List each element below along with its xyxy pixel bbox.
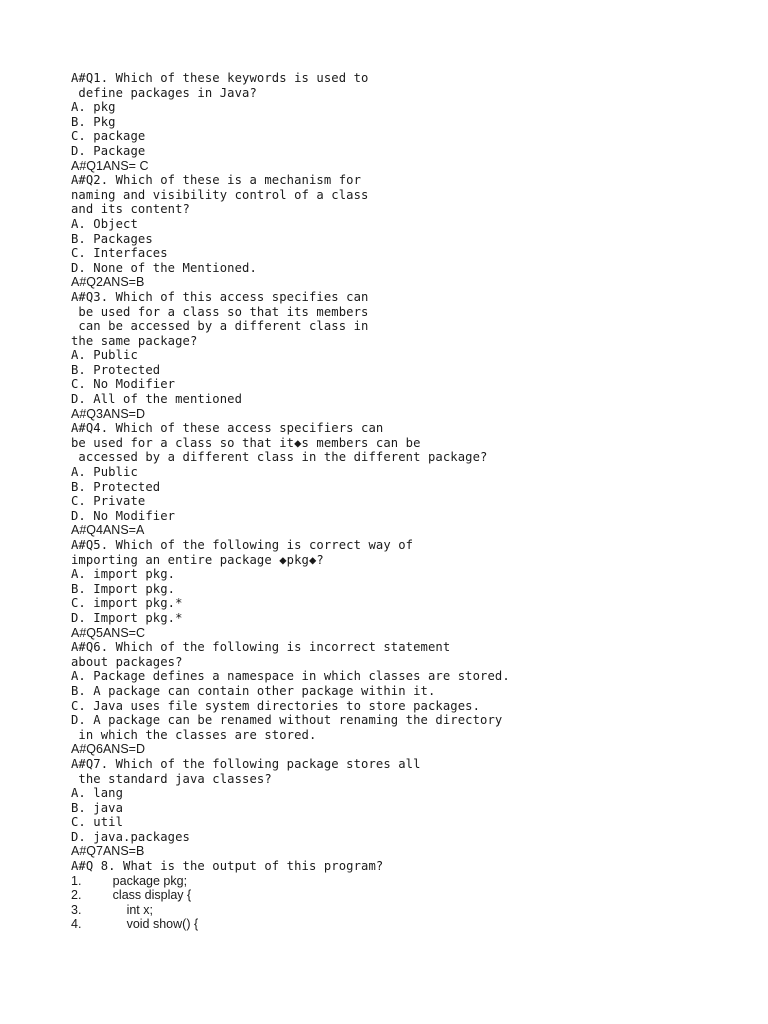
answer-line: A#Q1ANS= C xyxy=(71,158,149,173)
text-line: A#Q 8. What is the output of this program? xyxy=(71,859,384,874)
text-line: D. All of the mentioned xyxy=(71,392,243,407)
text-line: A. Package defines a namespace in which classes are stored. xyxy=(71,669,510,684)
text-line: and its content? xyxy=(71,202,190,217)
text-line: A#Q6. Which of the following is incorrect statement xyxy=(71,640,451,655)
text-line: A. Public xyxy=(71,348,138,363)
text-line: B. Protected xyxy=(71,479,161,494)
text-line: B. Import pkg. xyxy=(71,581,176,596)
code-line: 1. package pkg; xyxy=(71,873,188,888)
text-line: A#Q3. Which of this access specifies can xyxy=(71,289,369,304)
text-line: B. A package can contain other package within it. xyxy=(71,683,436,698)
text-line: C. import pkg.* xyxy=(71,596,183,611)
answer-line: A#Q4ANS=A xyxy=(71,523,145,538)
text-line: be used for a class so that its members xyxy=(71,304,369,319)
text-line: A. lang xyxy=(71,786,124,801)
text-line: B. Packages xyxy=(71,231,153,246)
text-line: D. None of the Mentioned. xyxy=(71,260,257,275)
text-line: D. java.packages xyxy=(71,829,190,844)
text-line: A. Object xyxy=(71,216,138,231)
text-line: define packages in Java? xyxy=(71,85,257,100)
text-line: A#Q5. Which of the following is correct way of xyxy=(71,538,414,552)
text-line: the standard java classes? xyxy=(71,771,272,786)
text-line: D. Package xyxy=(71,143,146,158)
code-line: 2. class display { xyxy=(71,888,192,903)
text-line: C. Private xyxy=(71,494,146,509)
text-line: A#Q7. Which of the following package stores all xyxy=(71,756,421,771)
text-line: A. pkg xyxy=(71,100,116,115)
text-line: in which the classes are stored. xyxy=(71,727,317,742)
text-line: A#Q1. Which of these keywords is used to xyxy=(71,71,369,85)
text-line: about packages? xyxy=(71,654,183,669)
text-line: D. Import pkg.* xyxy=(71,610,183,625)
text-line: can be accessed by a different class in xyxy=(71,319,369,334)
document-page xyxy=(71,71,751,932)
text-line: D. A package can be renamed without renaming the directory xyxy=(71,713,503,728)
code-line: 3. int x; xyxy=(71,902,153,917)
text-line: importing an entire package ◆pkg◆? xyxy=(71,552,324,567)
text-line: C. Interfaces xyxy=(71,246,168,261)
code-line: 4. void show() { xyxy=(71,917,199,932)
answer-line: A#Q7ANS=B xyxy=(71,844,145,859)
answer-line: A#Q3ANS=D xyxy=(71,406,145,421)
text-line: B. java xyxy=(71,800,124,815)
text-line: be used for a class so that it◆s members can be xyxy=(71,435,421,450)
answer-line: A#Q2ANS=B xyxy=(71,275,145,290)
text-line: A. Public xyxy=(71,465,138,480)
text-line: D. No Modifier xyxy=(71,508,176,523)
answer-line: A#Q6ANS=D xyxy=(71,742,145,757)
text-line: C. package xyxy=(71,129,146,144)
text-line: A#Q4. Which of these access specifiers can xyxy=(71,421,384,436)
text-line: A#Q2. Which of these is a mechanism for xyxy=(71,173,362,188)
answer-line: A#Q5ANS=C xyxy=(71,625,145,640)
text-line: A. import pkg. xyxy=(71,567,176,582)
text-line: naming and visibility control of a class xyxy=(71,187,369,202)
text-line: C. No Modifier xyxy=(71,377,176,392)
text-line: B. Pkg xyxy=(71,114,116,129)
text-line: the same package? xyxy=(71,333,198,348)
text-line: accessed by a different class in the different package? xyxy=(71,450,488,465)
text-line: B. Protected xyxy=(71,362,161,377)
text-line: C. util xyxy=(71,815,124,830)
text-line: C. Java uses file system directories to store packages. xyxy=(71,698,481,713)
